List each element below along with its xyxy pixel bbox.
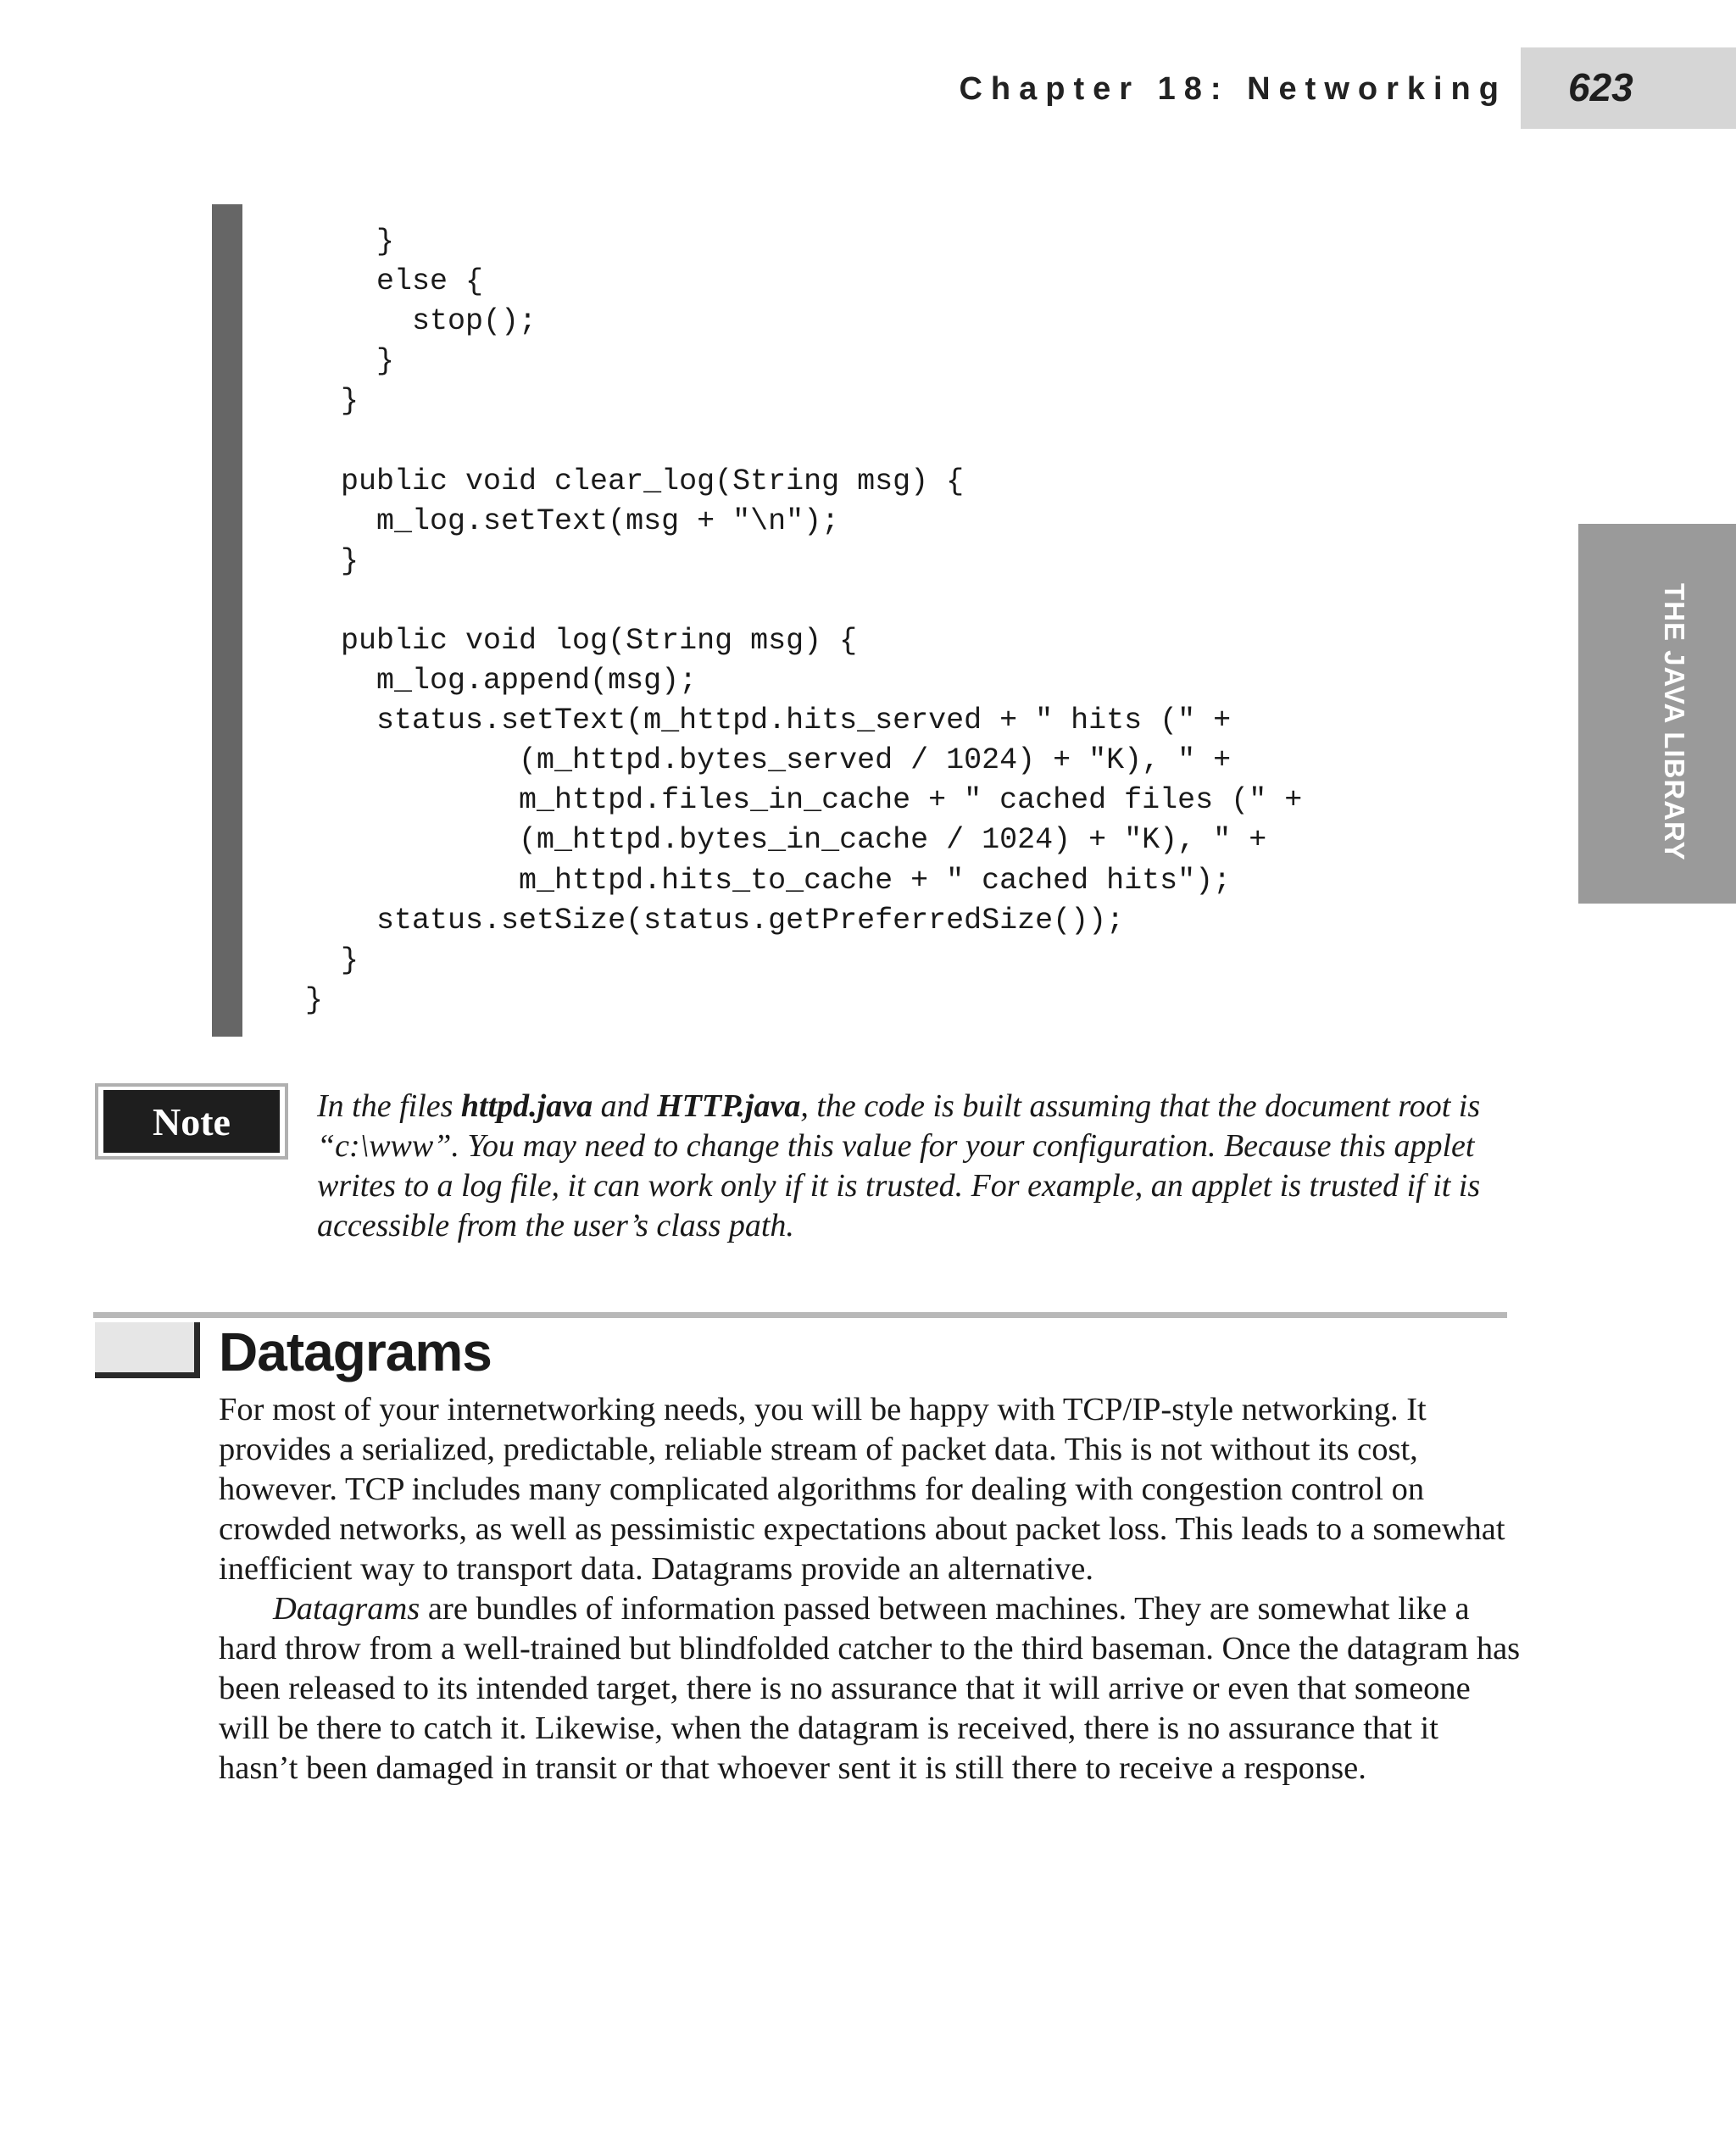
code-line: } bbox=[270, 344, 395, 379]
code-line: public void log(String msg) { bbox=[270, 623, 858, 658]
section-rule bbox=[93, 1312, 1507, 1318]
term: Datagrams bbox=[273, 1591, 420, 1627]
note-text bbox=[317, 1087, 1521, 1246]
code-line: m_log.append(msg); bbox=[270, 664, 698, 698]
code-line: status.setText(m_httpd.hits_served + " hits (" + bbox=[270, 704, 1232, 738]
code-line: stop(); bbox=[270, 304, 537, 339]
code-line: public void clear_log(String msg) { bbox=[270, 464, 965, 498]
code-line: (m_httpd.bytes_served / 1024) + "K), " + bbox=[270, 743, 1232, 778]
code-line: m_log.setText(msg + "\n"); bbox=[270, 503, 840, 538]
code-line: status.setSize(status.getPreferredSize()); bbox=[270, 903, 1125, 937]
paragraph-text: are bundles of information passed between machines. They are somewhat like a hard throw from a well-trained but blindfolded catcher to the third baseman. Once the datagram has been released to its intended target, there is no assurance that it will arrive or even that someone will be there to catch it. Likewise, when the datagram is received, there is no assurance that it hasn’t been damaged in transit or that whoever sent it is still there to receive a response. bbox=[219, 1591, 1521, 1786]
note-icon bbox=[95, 1083, 288, 1160]
note-text-part: In the files bbox=[317, 1088, 461, 1124]
code-line: else { bbox=[270, 264, 484, 299]
side-tab bbox=[1578, 524, 1736, 904]
paragraph: For most of your internetworking needs, you will be happy with TCP/IP-style networking. It provides a serialized, predictable, reliable stream of packet data. This is not without its cost, however. TCP includes many complicated algorithms for dealing with congestion control on crowded networks, as well as pessimistic expectations about packet loss. This leads to a somewhat inefficient way to transport data. Datagrams provide an alternative. bbox=[219, 1392, 1505, 1587]
code-line: } bbox=[270, 943, 359, 977]
note-file-name: httpd.java bbox=[460, 1088, 593, 1124]
side-tab-label: THE JAVA LIBRARY bbox=[1659, 583, 1690, 861]
code-line: (m_httpd.bytes_in_cache / 1024) + "K), " + bbox=[270, 823, 1267, 858]
page-number: 623 bbox=[1568, 65, 1633, 109]
code-line: } bbox=[270, 982, 324, 1017]
code-listing bbox=[270, 222, 1302, 1021]
code-line: m_httpd.hits_to_cache + " cached hits"); bbox=[270, 863, 1232, 898]
note-text-part: and bbox=[593, 1088, 658, 1124]
note-label: Note bbox=[103, 1090, 280, 1153]
code-bar bbox=[212, 204, 242, 1037]
paragraph bbox=[219, 1589, 1524, 1788]
note-text-part: , the code is built assuming that the document root is “c:\www”. You may need to change this value for your configuration. Because this applet writes to a log file, it can work only if it is trusted. For example, an applet is trusted if it is accessible from the user’s class path. bbox=[317, 1088, 1481, 1243]
section-marker bbox=[95, 1322, 200, 1378]
code-line: } bbox=[270, 543, 359, 578]
code-line: } bbox=[270, 225, 395, 259]
code-line: } bbox=[270, 384, 359, 419]
running-head: Chapter 18: Networking bbox=[959, 71, 1507, 107]
section-title: Datagrams bbox=[219, 1321, 492, 1382]
section-body bbox=[219, 1390, 1524, 1788]
note-file-name: HTTP.java bbox=[657, 1088, 801, 1124]
code-line: m_httpd.files_in_cache + " cached files (" + bbox=[270, 783, 1303, 818]
